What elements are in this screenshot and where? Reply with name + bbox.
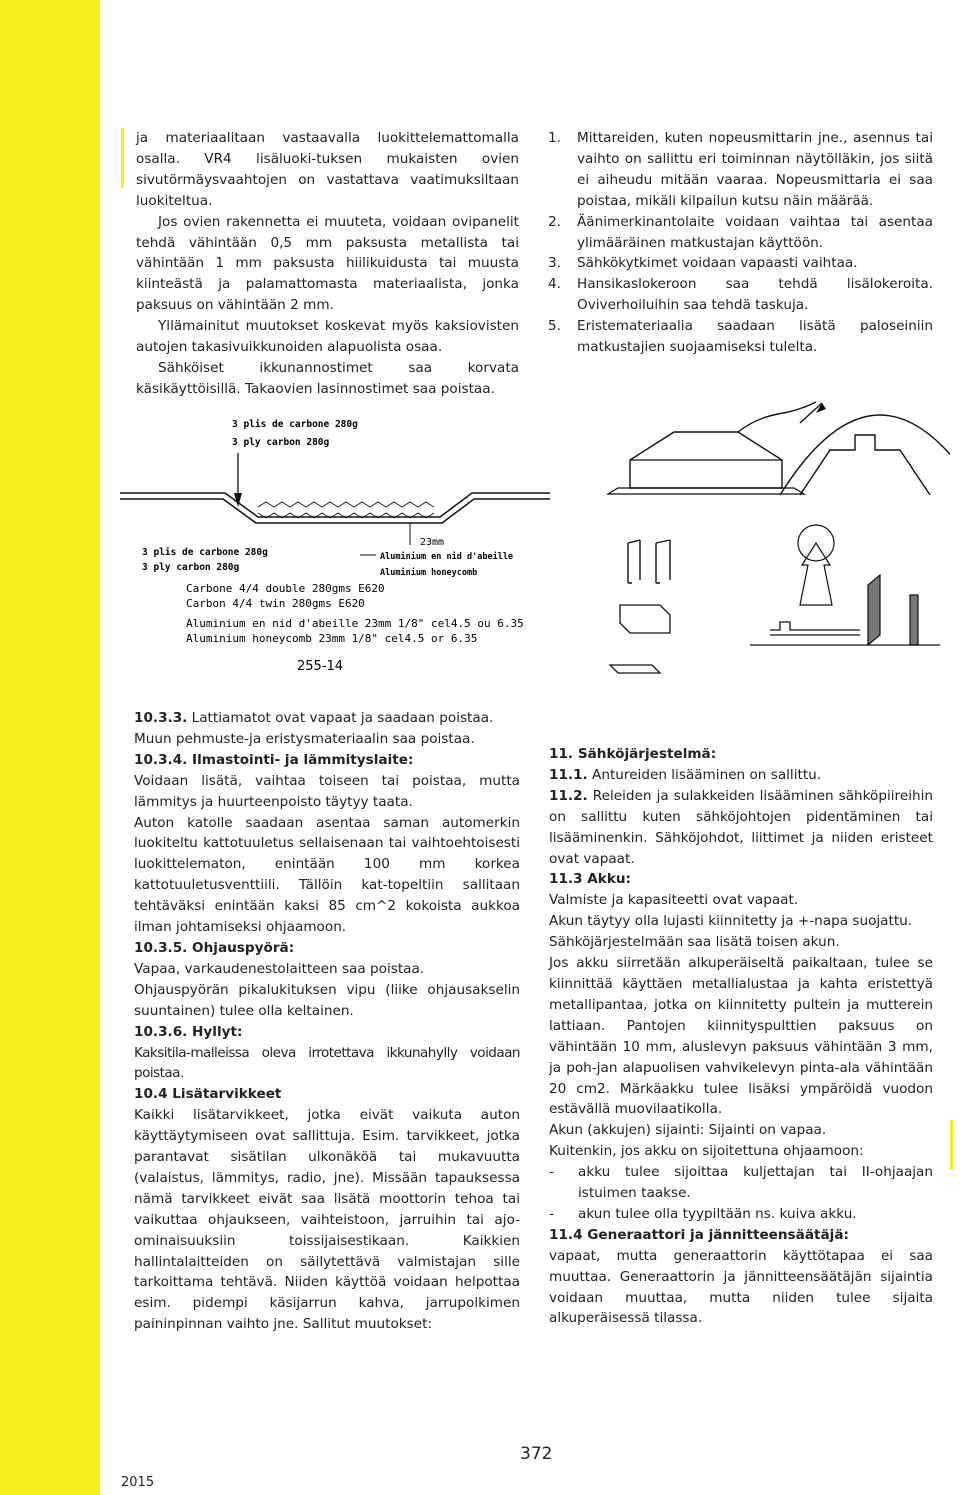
paragraph: Valmiste ja kapasiteetti ovat vapaat. (549, 892, 799, 909)
direction-line (800, 403, 822, 423)
technical-figure (110, 395, 950, 695)
bracket-section (910, 595, 918, 645)
thickness-label: 23mm (420, 537, 445, 548)
spec-line: Aluminium honeycomb 23mm 1/8" cel4.5 or 6.35 (186, 632, 478, 645)
page-year: 2015 (121, 1475, 155, 1490)
section-heading: 11.3 Akku: (549, 871, 631, 888)
list-item: 1. Mittareiden, kuten nopeusmittarin jne., asennus tai vaihto on sallittu eri toiminnan näytölläkin, jos siitä ei aiheudu mitään vaaraa. Nopeusmittaria ei saa poistaa, mikäli kilpailun kutsu näin määrää. (548, 130, 933, 209)
section-heading: 10.3.4. Ilmastointi- ja lämmityslaite: (134, 751, 414, 768)
spec-line: Carbone 4/4 double 280gms E620 (186, 582, 385, 595)
spec-line: Aluminium en nid d'abeille 23mm 1/8" cel4.5 ou 6.35 (186, 617, 524, 630)
label-top-en: 3 ply carbon 280g (232, 437, 330, 448)
section-heading: 10.3.5. Ohjauspyörä: (134, 939, 295, 956)
dash-item: - akku tulee sijoittaa kuljettajan tai II-ohjaajan istuimen taakse. (549, 1164, 933, 1202)
paragraph: ja materiaalitaan vastaavalla luokittelemattomalla osalla. VR4 lisäluoki-tuksen mukaisten ovien sivutörmäysvaahtojen on vastattava vaatimuksiltaan luokiteltua. (136, 130, 519, 209)
section-heading: 10.3.6. Hyllyt: (134, 1023, 243, 1040)
top-left-column (136, 128, 519, 400)
bracket-section (868, 575, 880, 645)
battery-tray (620, 605, 670, 633)
page-number: 372 (520, 1444, 553, 1464)
figure-code: 255-14 (297, 659, 344, 674)
paragraph: Ohjauspyörän pikalukituksen vipu (liike ohjausakselin suuntainen) tulee olla keltainen. (134, 981, 520, 1019)
section-line: 10.3.3. Lattiamatot ovat vapaat ja saadaan poistaa. (134, 710, 494, 726)
dash-item: - akun tulee olla tyypiltään ns. kuiva akku. (549, 1205, 857, 1222)
paragraph: vapaat, mutta generaattorin käyttötapaa ei saa muuttaa. Generaattorin ja jännitteensäätäjän sijaintia voidaan muuttaa, mutta niiden tulee sijaita alkuperäisessä tilassa. (549, 1247, 933, 1327)
paragraph: Sähköiset ikkunannostimet saa korvata käsikäyttöisillä. Takaovien lasinnostimet saa poistaa. (136, 359, 519, 397)
bottom-left-column (134, 708, 520, 1335)
honeycomb-pattern (258, 502, 434, 507)
paragraph: Jos ovien rakennetta ei muuteta, voidaan ovipanelit tehdä vähintään 0,5 mm paksusta metallista tai vähintään 1 mm paksusta hiilikuidusta tai muusta kiinteästä ja palamattomasta materiaalista, jonka paksuus on vähintään 2 mm. (136, 213, 519, 314)
label-top-fr: 3 plis de carbone 280g (232, 419, 358, 430)
plastic-box (610, 665, 660, 673)
label-mid-en: 3 ply carbon 280g (142, 562, 240, 573)
bottom-right-column (549, 744, 933, 1329)
honey-label-en: Aluminium honeycomb (380, 568, 478, 578)
large-arrow-icon (800, 543, 832, 605)
paragraph: 11.2. Releiden ja sulakkeiden lisääminen sähköpiireihin on sallittu kuten sähköjohtojen pidentäminen tai lisääminenkin. Sähköjohdot, liittimet ja niiden eristeet ovat vapaat. (549, 787, 933, 867)
change-marker (950, 1120, 953, 1170)
paragraph: Kaksitila-malleissa oleva irrotettava ikkunahylly voidaan poistaa. (134, 1044, 520, 1082)
label-mid-fr: 3 plis de carbone 280g (142, 547, 268, 558)
honey-label-fr: Aluminium en nid d'abeille (380, 552, 514, 562)
battery-box-diagram (608, 402, 950, 673)
top-right-list (548, 128, 933, 358)
list-item: 4. Hansikaslokeroon saa tehdä lisälokeroita. Oviverhoiluihin saa tehdä taskuja. (548, 276, 933, 314)
paragraph: Kaikki lisätarvikkeet, jotka eivät vaikuta auton käyttäytymiseen ovat sallittuja. Esim. tarvikkeet, jotka parantavat sisätilan ulkonäköä tai mukavuutta (valaistus, lämmitys, radio, jne). Missään tapauksessa nämä tarvikkeet eivät saa lisätä moottorin tehoa tai vaikuttaa ohjaukseen, vaihteistoon, jarruihin tai ajo-ominaisuuksiin toissijaisestikaan. Kaikkien hallintalaitteiden on säilytettävä valmistajan sille tarkoittama tehtävä. Niiden käyttöä voidaan helpottaa esim. pidempi käsijarrun kahva, jarrupolkimen paininpinnan vaihto jne. Sallitut muutokset: (134, 1107, 520, 1333)
cable (738, 402, 816, 432)
list-item: 2. Äänimerkinantolaite voidaan vaihtaa tai asentaa ylimääräinen matkustajan käyttöön. (548, 213, 933, 251)
battery-straps (628, 540, 670, 583)
paragraph: Auton katolle saadaan asentaa saman automerkin luokiteltu kattotuuletus sellaisenaan tai vaihtoehtoisesti luokittelematon, enintään 100 mm korkea kattotuuletusventtiili. Tällöin kat-topeltiin sallitaan tehtäväksi enintään kaksi 85 cm^2 kokoista aukkoa ilman johtamiseksi ohjaamoon. (134, 814, 520, 936)
paragraph: Muun pehmuste-ja eristysmateriaalin saa poistaa. (134, 730, 475, 747)
paragraph: Akun täytyy olla lujasti kiinnitetty ja +-napa suojattu. (549, 913, 913, 930)
cover-outline (780, 415, 950, 495)
list-item: 3. Sähkökytkimet voidaan vapaasti vaihtaa. (548, 255, 858, 272)
lower-skin (120, 499, 550, 523)
paragraph: Sähköjärjestelmään saa lisätä toisen akun. (549, 934, 840, 951)
paragraph: Jos akku siirretään alkuperäiseltä paikaltaan, tulee se kiinnittää käyttäen metallialustaa ja kahta eristettyä metallipantaa, jotka on kiinnitetty pultein ja mutterein lattiaan. Pantojen kiinnityspulttien paksuus on vähintään 10 mm, aluslevyn paksuus vähintään 3 mm, ja poh-jan alapuolisen vahvikelevyn pinta-ala vähintään 20 cm2. Märkäakku tulee lisäksi ympäröidä vuodon estävällä muovilaatikolla. (549, 955, 933, 1118)
panel-laminate-diagram (120, 419, 550, 674)
list-item: 5. Eristemateriaalia saadaan lisätä paloseiniin matkustajien suojaamiseksi tulelta. (548, 318, 933, 356)
section-heading: 11.4 Generaattori ja jännitteensäätäjä: (549, 1226, 849, 1243)
spec-line: Carbon 4/4 twin 280gms E620 (186, 597, 365, 610)
section-line: 11.1. Antureiden lisääminen on sallittu. (549, 766, 822, 783)
battery-flange (608, 488, 804, 494)
paragraph: Voidaan lisätä, vaihtaa toiseen tai poistaa, mutta lämmitys ja huurteenpoisto täytyy taata. (134, 772, 520, 810)
paragraph: Yllämainitut muutokset koskevat myös kaksiovisten autojen takasivuikkunoiden alapuolista osaa. (136, 318, 519, 356)
yellow-margin-bar (0, 0, 100, 1495)
paragraph: Kuitenkin, jos akku on sijoitettuna ohjaamoon: (549, 1143, 864, 1160)
paragraph: Vapaa, varkaudenestolaitteen saa poistaa. (134, 960, 425, 977)
paragraph: Akun (akkujen) sijainti: Sijainti on vapaa. (549, 1122, 827, 1139)
section-heading: 11. Sähköjärjestelmä: (549, 746, 717, 762)
change-marker (121, 128, 124, 188)
bolt-assembly (770, 622, 860, 635)
section-heading: 10.4 Lisätarvikkeet (134, 1086, 282, 1103)
